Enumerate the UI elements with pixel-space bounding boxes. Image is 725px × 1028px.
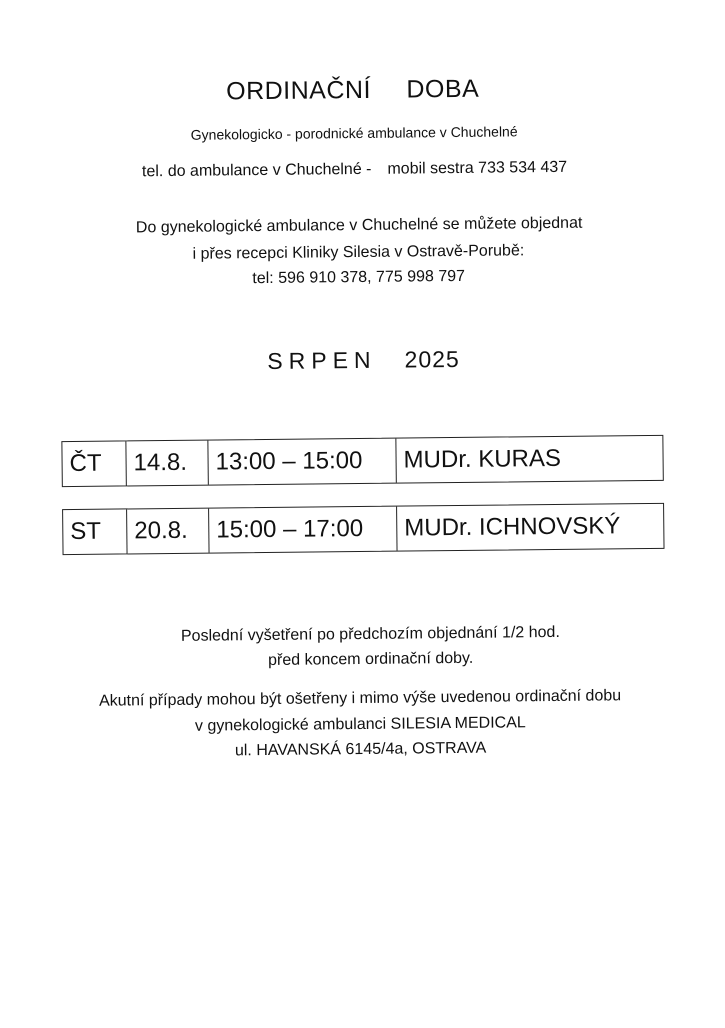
schedule-day: ST [63, 509, 127, 554]
clinic-subtitle: Gynekologicko - porodnické ambulance v Chuchelné [190, 123, 518, 143]
last-exam-note-1: Poslední vyšetření po předchozím objednání 1/2 hod. [180, 623, 560, 645]
phone-line [142, 159, 567, 181]
booking-line-1: Do gynekologické ambulance v Chuchelné se můžete objednat [135, 214, 583, 237]
page-title: ORDINAČNÍ DOBA [226, 74, 480, 106]
schedule-row [62, 503, 664, 555]
schedule-time: 13:00 – 15:00 [208, 439, 396, 485]
phone-prefix: tel. do ambulance v Chuchelné - [141, 160, 372, 181]
last-exam-note-2: před koncem ordinační doby. [268, 649, 474, 669]
nurse-mobile: mobil sestra 733 534 437 [387, 158, 568, 178]
acute-note-1: Akutní případy mohou být ošetřeny i mimo výše uvedenou ordinační dobu [98, 687, 622, 710]
schedule-doctor: MUDr. ICHNOVSKÝ [404, 512, 621, 542]
schedule-date: 20.8. [127, 509, 209, 554]
schedule-doctor: MUDr. KURAS [403, 444, 562, 474]
acute-note-2: v gynekologické ambulanci SILESIA MEDICAL [194, 714, 526, 735]
schedule-row [61, 435, 663, 487]
booking-phone: tel: 596 910 378, 775 998 797 [252, 267, 466, 288]
schedule-time: 15:00 – 17:00 [209, 507, 397, 553]
month-name: SRPEN [267, 346, 377, 374]
month-heading [267, 346, 460, 375]
schedule-day: ČT [62, 441, 126, 486]
acute-address: ul. HAVANSKÁ 6145/4a, OSTRAVA [234, 739, 487, 760]
booking-line-2: i přes recepci Kliniky Silesia v Ostravě-Porubě: [192, 242, 525, 263]
schedule-date: 14.8. [126, 441, 208, 486]
month-year: 2025 [404, 345, 460, 373]
